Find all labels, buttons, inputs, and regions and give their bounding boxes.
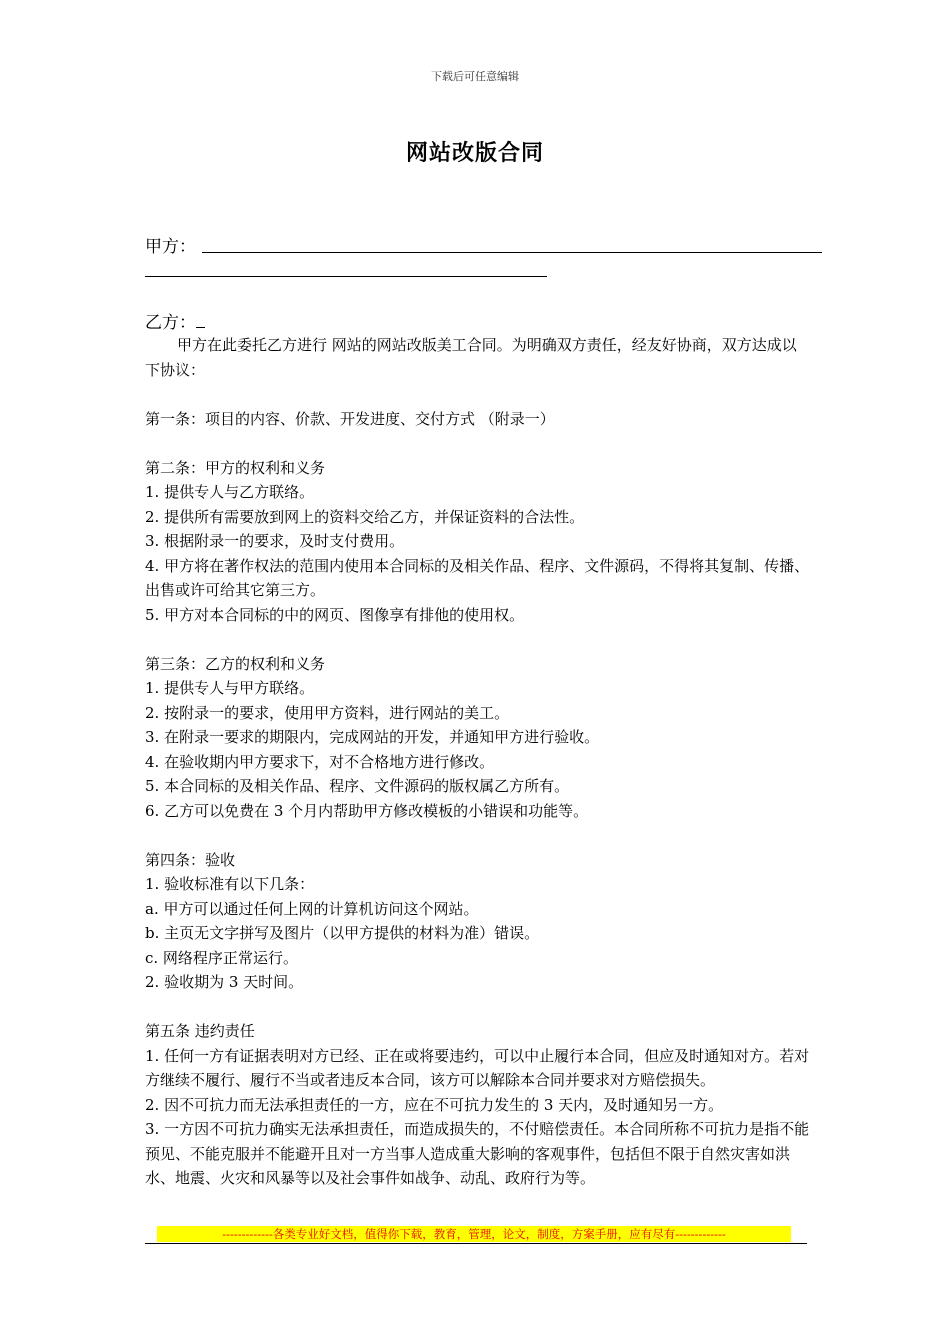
- article-5-item: 1. 任何一方有证据表明对方已经、正在或将要违约，可以中止履行本合同，但应及时通知对方。若对方继续不履行、履行不当或者违反本合同，该方可以解除本合同并要求对方赔偿损失。: [145, 1046, 810, 1089]
- article-2-item: 1. 提供专人与乙方联络。: [145, 483, 315, 501]
- party-a-blank-line-continued: [145, 276, 547, 277]
- party-b-blank-line: [196, 313, 205, 328]
- article-4-item: a. 甲方可以通过任何上网的计算机访问这个网站。: [145, 899, 479, 918]
- article-2-item: 2. 提供所有需要放到网上的资料交给乙方，并保证资料的合法性。: [145, 507, 585, 526]
- article-4-item: c. 网络程序正常运行。: [145, 948, 298, 967]
- page-header-note: 下载后可任意编辑: [431, 70, 519, 83]
- article-5-heading: 第五条 违约责任: [145, 1022, 255, 1040]
- article-3-item: 1. 提供专人与甲方联络。: [145, 679, 315, 697]
- article-3-item: 4. 在验收期内甲方要求下，对不合格地方进行修改。: [145, 752, 495, 771]
- footer-divider: [145, 1243, 807, 1244]
- document-title: 网站改版合同: [405, 140, 544, 166]
- party-a-label: 甲方：: [145, 237, 196, 257]
- article-2-heading: 第二条：甲方的权利和义务: [145, 458, 326, 477]
- article-4-item: b. 主页无文字拼写及图片（以甲方提供的材料为准）错误。: [145, 924, 540, 942]
- article-3-item: 3. 在附录一要求的期限内，完成网站的开发，并通知甲方进行验收。: [145, 728, 600, 746]
- article-3-item: 6. 乙方可以免费在 3 个月内帮助甲方修改模板的小错误和功能等。: [145, 801, 589, 820]
- article-4-item: 2. 验收期为 3 天时间。: [145, 973, 304, 991]
- article-4-heading: 第四条：验收: [145, 850, 236, 869]
- article-5-item: 3. 一方因不可抗力确实无法承担责任，而造成损失的，不付赔偿责任。本合同所称不可抗力是指不能预见、不能克服并不能避开且对一方当事人造成重大影响的客观事件，包括但不限于自然灾害如洪水、地震、火灾和风暴等以及社会事件如战争、动乱、政府行为等。: [145, 1120, 810, 1187]
- article-2-item: 5. 甲方对本合同标的中的网页、图像享有排他的使用权。: [145, 605, 525, 624]
- party-b-label: 乙方：: [145, 313, 196, 333]
- footer-promo-banner: -------------各类专业好文档，值得你下载，教育，管理，论文，制度，方案手册，应有尽有-------------: [157, 1226, 791, 1242]
- article-3-heading: 第三条：乙方的权利和义务: [145, 654, 326, 673]
- article-3-item: 5. 本合同标的及相关作品、程序、文件源码的版权属乙方所有。: [145, 777, 570, 795]
- article-4-item: 1. 验收标准有以下几条：: [145, 875, 315, 893]
- party-a-blank-line: [202, 252, 822, 253]
- article-2-item: 3. 根据附录一的要求，及时支付费用。: [145, 532, 405, 550]
- article-2-item: 4. 甲方将在著作权法的范围内使用本合同标的及相关作品、程序、文件源码，不得将其复制、传播、出售或许可给其它第三方。: [145, 556, 810, 599]
- article-3-item: 2. 按附录一的要求，使用甲方资料，进行网站的美工。: [145, 703, 510, 722]
- article-1-heading: 第一条：项目的内容、价款、开发进度、交付方式 （附录一）: [145, 409, 555, 428]
- contract-body: [145, 333, 810, 1191]
- intro-paragraph: 甲方在此委托乙方进行 网站的网站改版美工合同。为明确双方责任，经友好协商，双方达成以下协议：: [145, 336, 797, 379]
- article-5-item: 2. 因不可抗力而无法承担责任的一方，应在不可抗力发生的 3 天内，及时通知另一方。: [145, 1095, 724, 1114]
- party-b-row: [145, 308, 205, 333]
